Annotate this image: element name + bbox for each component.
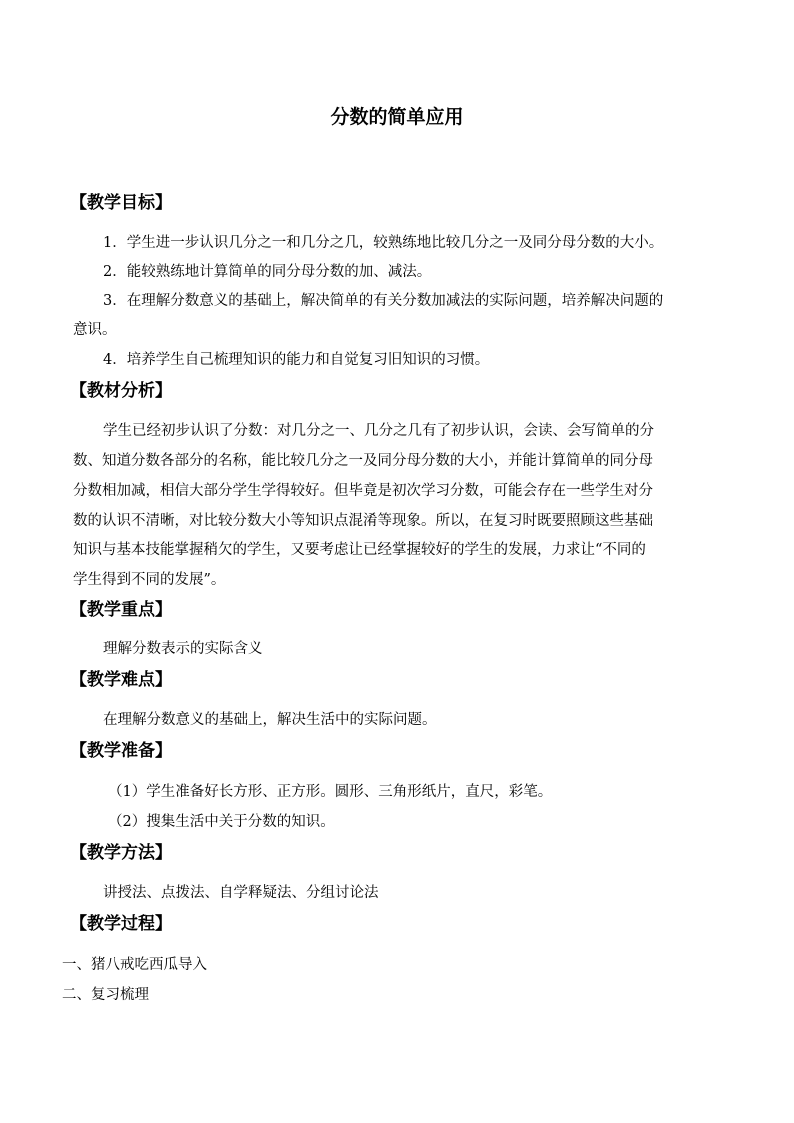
analysis-line-1: 学生已经初步认识了分数：对几分之一、几分之几有了初步认识，会读、会写简单的分 [103, 423, 654, 439]
section-heading-process: 【教学过程】 [70, 914, 172, 934]
preparation-line-1: （1）学生准备好长方形、正方形。圆形、三角形纸片，直尺，彩笔。 [108, 784, 553, 800]
methods-line-1: 讲授法、点拨法、自学释疑法、分组讨论法 [103, 885, 379, 901]
goals-line-4: 4．培养学生自己梳理知识的能力和自觉复习旧知识的习惯。 [103, 352, 490, 368]
key-points-line-1: 理解分数表示的实际含义 [103, 641, 263, 657]
section-heading-goals: 【教学目标】 [70, 193, 172, 213]
goals-line-2: 2．能较熟练地计算简单的同分母分数的加、减法。 [103, 264, 432, 280]
process-line-1: 一、猪八戒吃西瓜导入 [62, 957, 207, 973]
analysis-line-6: 学生得到不同的发展”。 [73, 572, 226, 588]
goals-line-3-cont: 意识。 [73, 322, 117, 338]
section-heading-methods: 【教学方法】 [70, 843, 172, 863]
section-heading-difficulties: 【教学难点】 [70, 670, 172, 690]
analysis-line-4: 数的认识不清晰，对比较分数大小等知识点混淆等现象。所以，在复习时既要照顾这些基础 [73, 513, 653, 529]
preparation-line-2: （2）搜集生活中关于分数的知识。 [108, 814, 335, 830]
document-title: 分数的简单应用 [330, 106, 464, 128]
difficulties-line-1: 在理解分数意义的基础上，解决生活中的实际问题。 [103, 712, 437, 728]
section-heading-analysis: 【教材分析】 [70, 381, 172, 401]
section-heading-preparation: 【教学准备】 [70, 741, 172, 761]
process-line-2: 二、复习梳理 [62, 987, 149, 1003]
analysis-line-2: 数、知道分数各部分的名称，能比较几分之一及同分母分数的大小，并能计算简单的同分母 [73, 453, 653, 469]
analysis-line-3: 分数相加减，相信大部分学生学得较好。但毕竟是初次学习分数，可能会存在一些学生对分 [73, 483, 653, 499]
goals-line-3: 3．在理解分数意义的基础上，解决简单的有关分数加减法的实际问题，培养解决问题的 [103, 293, 664, 309]
section-heading-key-points: 【教学重点】 [70, 600, 172, 620]
goals-line-1: 1．学生进一步认识几分之一和几分之几，较熟练地比较几分之一及同分母分数的大小。 [103, 235, 664, 251]
analysis-line-5: 知识与基本技能掌握稍欠的学生，又要考虑让已经掌握较好的学生的发展，力求让“不同的 [73, 542, 646, 558]
